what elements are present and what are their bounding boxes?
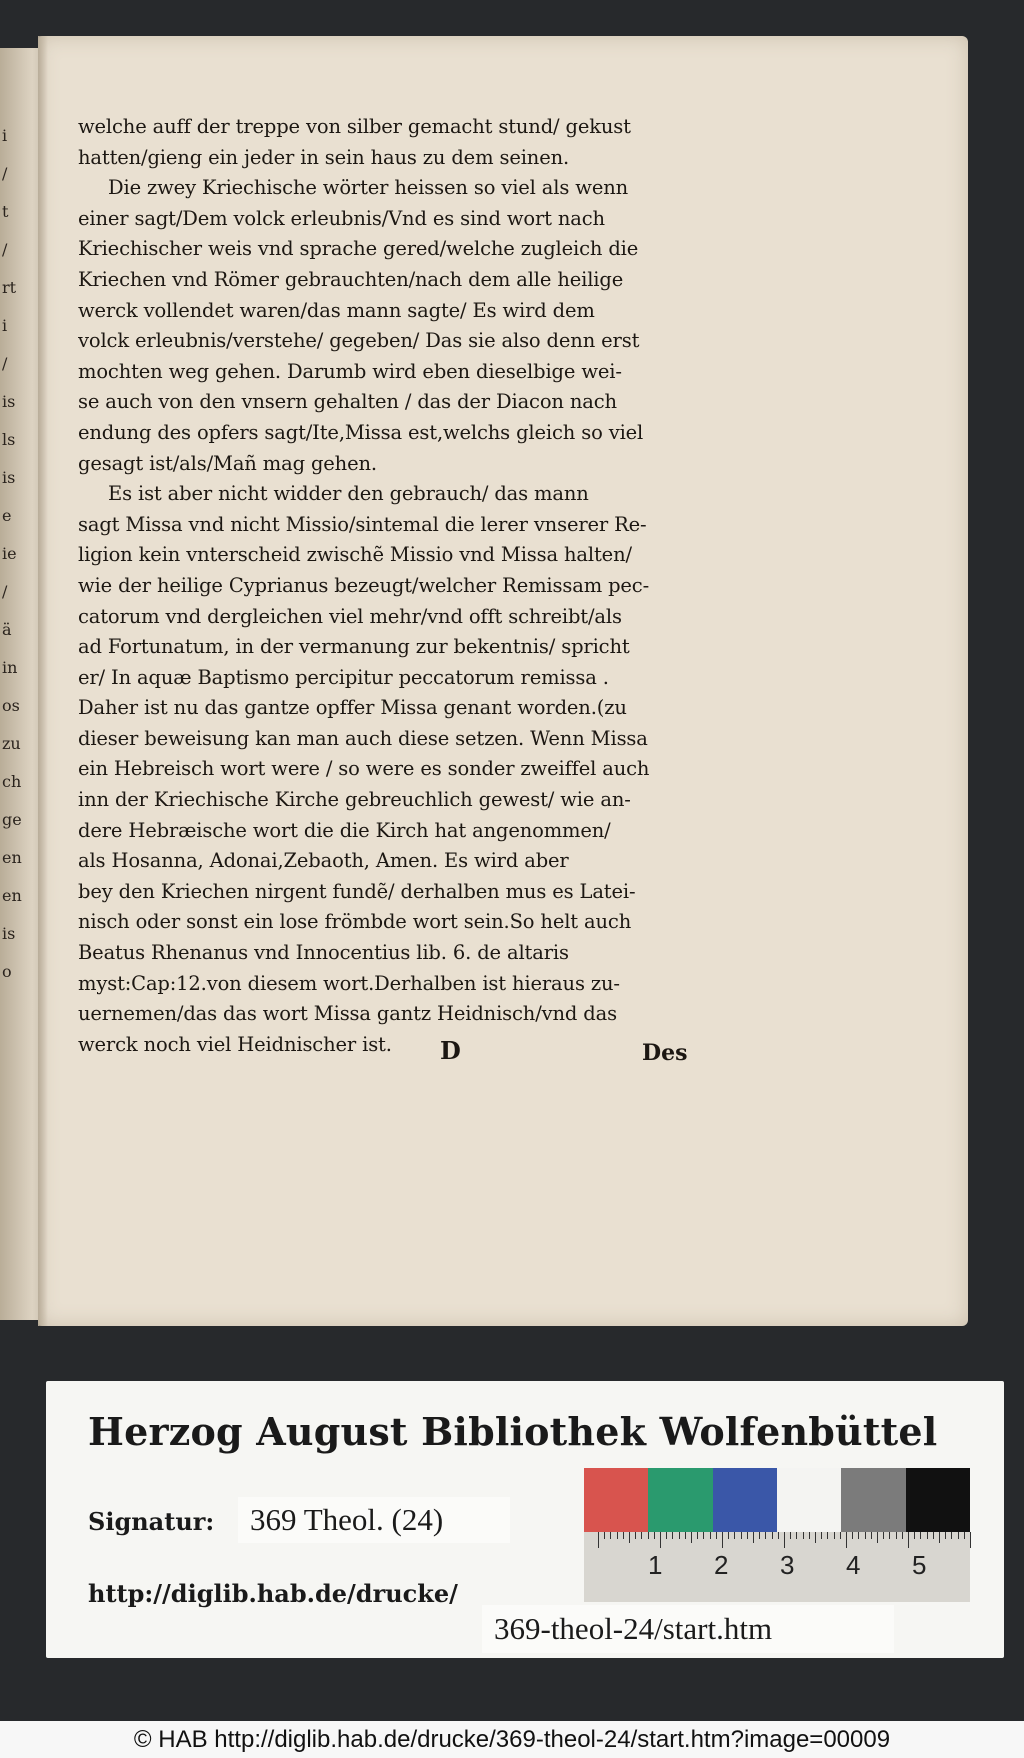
text-line: werck vollendet waren/das mann sagte/ Es wird dem	[78, 298, 595, 322]
facing-page-fragment: /	[2, 240, 8, 259]
facing-page-fragment: /	[2, 354, 8, 373]
facing-page-fragment: /	[2, 582, 8, 601]
ruler-tick	[672, 1532, 673, 1539]
ruler-tick	[610, 1532, 611, 1539]
facing-page-fragment: ls	[2, 430, 16, 449]
ruler-tick	[635, 1532, 636, 1539]
ruler-tick	[648, 1532, 649, 1539]
ruler-tick	[889, 1532, 890, 1539]
facing-page-fragment: i	[2, 126, 8, 145]
ruler-tick	[772, 1532, 773, 1539]
ruler-tick	[685, 1532, 686, 1539]
ruler-tick	[914, 1532, 915, 1539]
color-swatch	[777, 1468, 841, 1532]
ruler-tick	[871, 1532, 872, 1539]
text-line: Die zwey Kriechische wörter heissen so viel als wenn	[108, 176, 629, 200]
ruler-tick	[920, 1532, 921, 1539]
ruler-tick	[753, 1532, 754, 1543]
ruler-tick	[617, 1532, 618, 1539]
ruler-tick	[734, 1532, 735, 1539]
facing-page-fragment: /	[2, 164, 8, 183]
ruler-tick	[796, 1532, 797, 1539]
ruler-tick	[654, 1532, 655, 1539]
ruler-tick	[666, 1532, 667, 1539]
text-line: sagt Missa vnd nicht Missio/sintemal die lerer vnserer Re-	[78, 512, 647, 536]
ruler-tick	[629, 1532, 630, 1543]
ruler-tick	[834, 1532, 835, 1539]
ruler-tick	[840, 1532, 841, 1539]
ruler-number: 5	[912, 1550, 927, 1580]
catchword: Des	[642, 1040, 688, 1066]
text-line: Kriechen vnd Römer gebrauchten/nach dem alle heilige	[78, 267, 624, 291]
ruler-tick	[852, 1532, 853, 1539]
ruler-tick	[846, 1532, 847, 1548]
text-line: dere Hebræische wort die die Kirch hat angenommen/	[78, 818, 611, 842]
text-line: uernemen/das das wort Missa gantz Heidnisch/vnd das	[78, 1002, 617, 1026]
text-line: welche auff der treppe von silber gemacht stund/ gekust	[78, 115, 631, 138]
text-line: volck erleubnis/verstehe/ gegeben/ Das sie also denn erst	[78, 329, 640, 353]
ruler-tick	[641, 1532, 642, 1539]
ruler-tick	[958, 1532, 959, 1539]
text-line: gesagt ist/als/Mañ mag gehen.	[78, 451, 377, 475]
ruler-tick	[877, 1532, 878, 1543]
facing-page-fragment: in	[2, 658, 18, 677]
ruler-tick	[803, 1532, 804, 1539]
signatur-label: Signatur:	[88, 1507, 215, 1536]
ruler-tick	[728, 1532, 729, 1539]
text-line: Es ist aber nicht widder den gebrauch/ das mann	[108, 482, 589, 506]
facing-page-fragment: ch	[2, 772, 22, 791]
facing-page-fragment: ie	[2, 544, 17, 563]
ruler-tick	[679, 1532, 680, 1539]
ruler-tick	[939, 1532, 940, 1543]
ruler-tick	[778, 1532, 779, 1539]
ruler-tick	[933, 1532, 934, 1539]
color-swatch	[906, 1468, 970, 1532]
url-part-2: 369-theol-24/start.htm	[482, 1605, 894, 1653]
ruler-tick	[790, 1532, 791, 1539]
facing-page-fragment: en	[2, 886, 22, 905]
text-line: ein Hebreisch wort were / so were es sonder zweiffel auch	[78, 757, 650, 781]
text-line: Kriechischer weis vnd sprache gered/welche zugleich die	[78, 237, 639, 261]
text-line: einer sagt/Dem volck erleubnis/Vnd es sind wort nach	[78, 206, 605, 230]
ruler-tick	[710, 1532, 711, 1539]
text-line: hatten/gieng ein jeder in sein haus zu dem seinen.	[78, 145, 570, 169]
text-line: se auch von den vnsern gehalten / das der Diacon nach	[78, 390, 617, 414]
facing-page-fragment: en	[2, 848, 22, 867]
facing-page-fragment: rt	[2, 278, 17, 297]
signatur-value: 369 Theol. (24)	[238, 1497, 510, 1543]
ruler-tick	[970, 1532, 971, 1548]
ruler-tick	[858, 1532, 859, 1539]
signature-mark: D	[440, 1036, 461, 1065]
text-line: Beatus Rhenanus vnd Innocentius lib. 6. de altaris	[78, 941, 569, 965]
facing-page-fragment: is	[2, 392, 16, 411]
text-line: inn der Kriechische Kirche gebreuchlich gewest/ wie an-	[78, 788, 631, 812]
color-swatch	[648, 1468, 712, 1532]
ruler-tick	[945, 1532, 946, 1539]
ruler-tick	[896, 1532, 897, 1539]
ruler-tick	[716, 1532, 717, 1539]
text-line: catorum vnd dergleichen viel mehr/vnd offt schreibt/als	[78, 604, 622, 628]
facing-page-fragment: ä	[2, 620, 12, 639]
ruler-tick	[821, 1532, 822, 1539]
ruler-tick	[741, 1532, 742, 1539]
page-gutter-shadow	[38, 36, 48, 1326]
text-line: myst:Cap:12.von diesem wort.Derhalben ist hieraus zu-	[78, 971, 620, 995]
text-line: als Hosanna, Adonai,Zebaoth, Amen. Es wird aber	[78, 849, 569, 873]
ruler-tick	[691, 1532, 692, 1543]
color-swatch	[713, 1468, 777, 1532]
ruler-tick	[703, 1532, 704, 1539]
text-line: ad Fortunatum, in der vermanung zur bekentnis/ spricht	[78, 635, 630, 659]
measurement-ruler	[584, 1532, 970, 1602]
facing-page-fragment: e	[2, 506, 12, 525]
facing-page-fragment: is	[2, 924, 16, 943]
ruler-tick	[815, 1532, 816, 1543]
ruler-tick	[722, 1532, 723, 1548]
facing-page-fragment: is	[2, 468, 16, 487]
page-text	[78, 112, 704, 1060]
text-line: er/ In aquæ Baptismo percipitur peccatorum remissa .	[78, 665, 609, 689]
ruler-tick	[747, 1532, 748, 1539]
ruler-tick	[623, 1532, 624, 1539]
ruler-number: 3	[780, 1550, 795, 1580]
ruler-number: 4	[846, 1550, 861, 1580]
ruler-tick	[784, 1532, 785, 1548]
url-part-1: http://diglib.hab.de/drucke/	[88, 1579, 458, 1608]
ruler-tick	[660, 1532, 661, 1548]
library-name: Herzog August Bibliothek Wolfenbüttel	[88, 1409, 938, 1454]
text-line: nisch oder sonst ein lose frömbde wort sein.So helt auch	[78, 910, 632, 934]
text-line: ligion kein vnterscheid zwischẽ Missio vnd Missa halten/	[78, 543, 632, 567]
text-line: wie der heilige Cyprianus bezeugt/welcher Remissam pec-	[78, 573, 650, 597]
copyright-footer: © HAB http://diglib.hab.de/drucke/369-theol-24/start.htm?image=00009	[0, 1721, 1024, 1758]
ruler-tick	[697, 1532, 698, 1539]
color-calibration-bar	[584, 1468, 970, 1532]
text-line: bey den Kriechen nirgent fundẽ/ derhalben mus es Latei-	[78, 879, 636, 903]
ruler-tick	[902, 1532, 903, 1539]
facing-page-fragment: zu	[2, 734, 21, 753]
facing-page-fragment: os	[2, 696, 20, 715]
ruler-tick	[951, 1532, 952, 1539]
ruler-tick	[964, 1532, 965, 1539]
ruler-tick	[765, 1532, 766, 1539]
ruler-tick	[604, 1532, 605, 1539]
ruler-tick	[809, 1532, 810, 1539]
ruler-tick	[927, 1532, 928, 1539]
text-line: endung des opfers sagt/Ite,Missa est,welchs gleich so viel	[78, 420, 644, 444]
text-line: mochten weg gehen. Darumb wird eben dieselbige wei-	[78, 359, 622, 383]
color-swatch	[841, 1468, 905, 1532]
text-line: Daher ist nu das gantze opffer Missa genant worden.(zu	[78, 696, 627, 720]
facing-page-fragment: i	[2, 316, 8, 335]
color-swatch	[584, 1468, 648, 1532]
ruler-tick	[865, 1532, 866, 1539]
ruler-number: 2	[714, 1550, 729, 1580]
facing-page-fragment: ge	[2, 810, 22, 829]
ruler-tick	[827, 1532, 828, 1539]
facing-page-fragment: t	[2, 202, 9, 221]
ruler-tick	[908, 1532, 909, 1548]
text-line: dieser beweisung kan man auch diese setzen. Wenn Missa	[78, 726, 648, 750]
ruler-number: 1	[648, 1550, 663, 1580]
ruler-tick	[598, 1532, 599, 1548]
ruler-tick	[759, 1532, 760, 1539]
text-line: werck noch viel Heidnischer ist.	[78, 1032, 392, 1056]
ruler-tick	[883, 1532, 884, 1539]
facing-page-fragment: o	[2, 962, 12, 981]
